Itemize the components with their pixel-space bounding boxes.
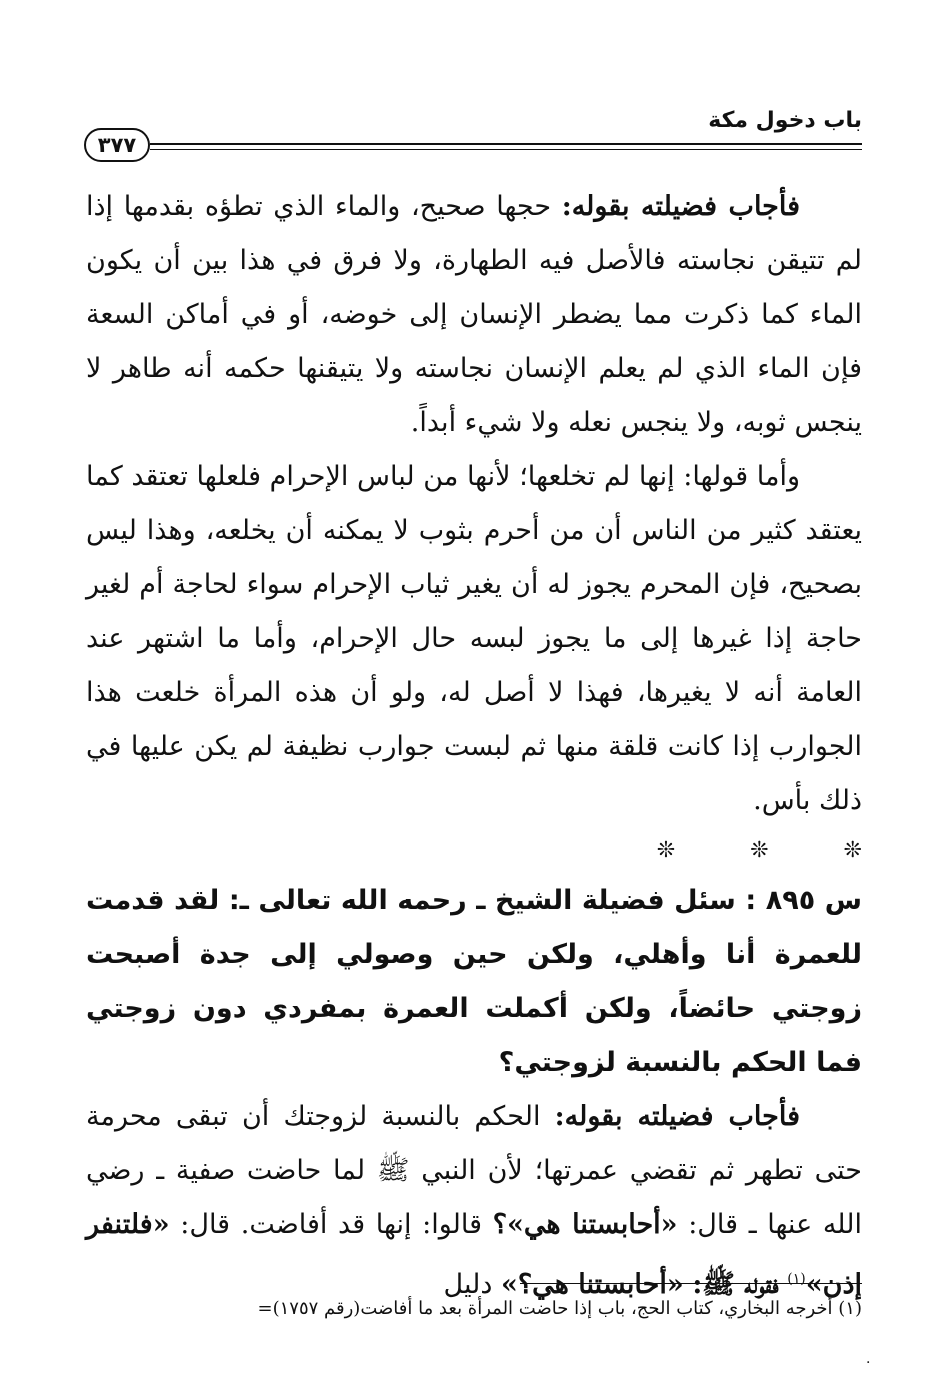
hadith-quote-2: «فلتنفر إذن»	[86, 1209, 862, 1300]
answer-bold-3c: فقوله ﷺ:	[692, 1269, 779, 1300]
answer-lead-3: فأجاب فضيلته بقوله:	[554, 1101, 800, 1132]
answer-text-3d: دليل	[443, 1269, 493, 1300]
answer-paragraph-2: وأما قولها: إنها لم تخلعها؛ لأنها من لباس الإحرام فلعلها تعتقد كما يعتقد كثير من الناس أن من أحرم بثوب لا يمكنه أن يخلعه، وهذا ليس بصحيح، فإن المحرم يجوز له أن يغير ثياب الإحرام سواء لحاجة أم لغير حاجة إذا غيرها إلى ما يجوز لبسه حال الإحرام، وأما ما اشتهر عند العامة أنه لا يغيرها، فهذا لا أصل له، ولو أن هذه المرأة خلعت هذا الجوارب إذا كانت قلقة منها ثم لبست جوارب نظيفة لم يكن عليها في ذلك بأس.	[86, 461, 863, 816]
hadith-quote-3: «أحابستنا هي؟»	[500, 1269, 684, 1300]
footnote: (١) أخرجه البخاري، كتاب الحج، باب إذا حاضت المرأة بعد ما أفاضت(رقم ١٧٥٧)=	[257, 1298, 862, 1319]
print-speck: ·	[866, 1355, 871, 1371]
header-rule-thin	[150, 149, 862, 150]
answer-paragraph-3	[86, 1090, 862, 1312]
answer-text-1: حجها صحيح، والماء الذي تطؤه بقدمها إذا لم تتيقن نجاسته فالأصل فيه الطهارة، ولا فرق في هذا بين أن يكون الماء كما ذكرت مما يضطر الإنسان إلى خوضه، أو في أماكن السعة فإن الماء الذي لم يعلم الإنسان نجاسته ولا يتيقنها حكمه أنه طاهر لا ينجس ثوبه، ولا ينجس نعله ولا شيء أبداً.	[86, 191, 862, 438]
footnote-rule	[520, 1283, 862, 1284]
page-number: ٣٧٧	[84, 128, 150, 162]
footnote-reference: (١)	[787, 1271, 806, 1287]
hadith-quote-1: «أحابستنا هي»؟	[492, 1209, 678, 1240]
running-title: باب دخول مكة	[708, 108, 862, 133]
answer-text-3b: قالوا: إنها قد أفاضت. قال:	[180, 1209, 483, 1240]
answer-paragraph-1	[86, 180, 862, 450]
answer-lead-1: فأجاب فضيلته بقوله:	[561, 191, 800, 222]
answer-text-3a: الحكم بالنسبة لزوجتك أن تبقى محرمة حتى تطهر ثم تقضي عمرتها؛ لأن النبي ﷺ لما حاضت صفية ـ رضي الله عنها ـ قال:	[86, 1101, 862, 1240]
question-paragraph: س ٨٩٥ : سئل فضيلة الشيخ ـ رحمه الله تعالى ـ: لقد قدمت للعمرة أنا وأهلي، ولكن حين وصولي إلى جدة أصبحت زوجتي حائضاً، ولكن أكملت العمرة بمفردي دون زوجتي فما الحكم بالنسبة لزوجتي؟	[86, 885, 862, 1078]
body-text	[86, 180, 896, 1312]
header-rule	[150, 143, 862, 145]
section-separator: ❊ ❊ ❊	[656, 838, 896, 863]
